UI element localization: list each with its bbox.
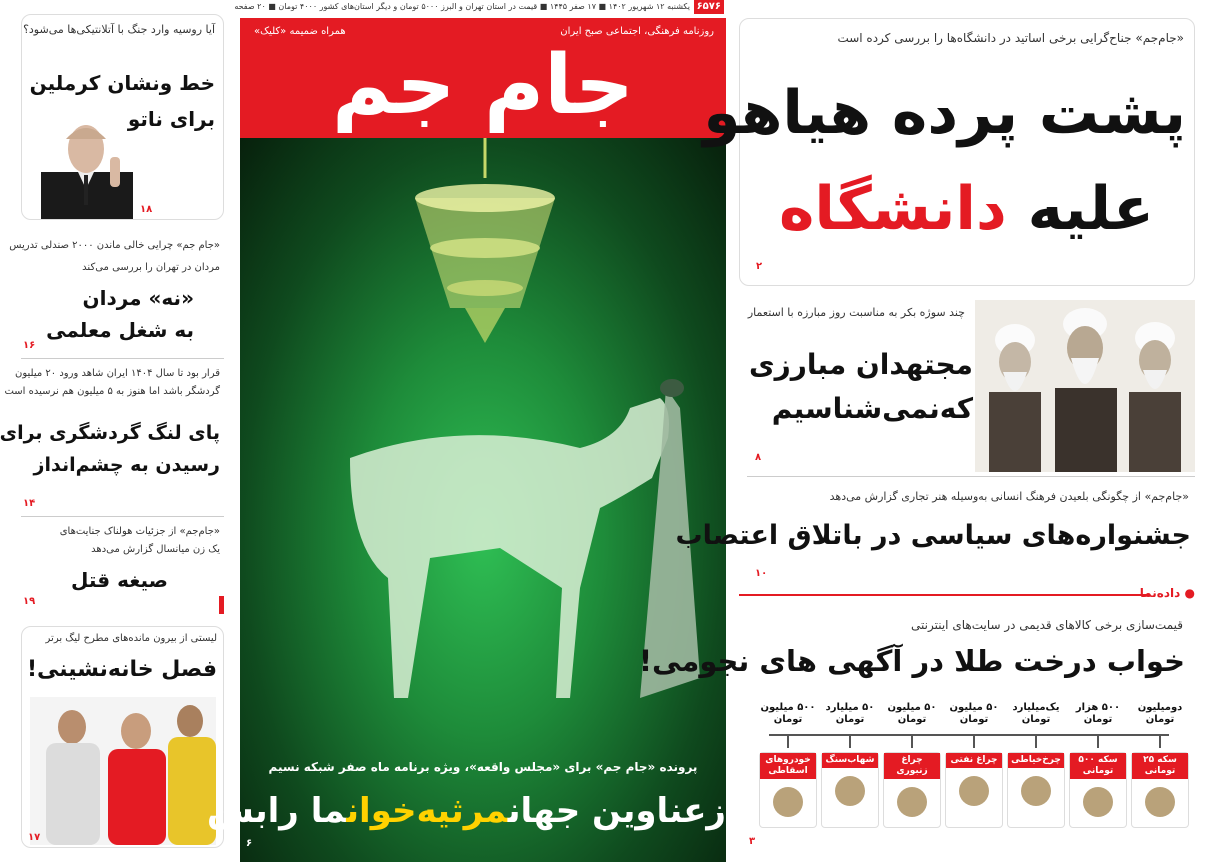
divider	[21, 516, 224, 517]
newspaper-logo: جام جم	[332, 38, 634, 133]
item-card[interactable]	[883, 752, 941, 828]
page-ref: ۱۹	[23, 596, 36, 607]
hero-headline-highlight: مرثیه‌خوان	[346, 791, 508, 831]
section-rule	[739, 594, 1149, 596]
item-label: شهاب‌سنگ	[822, 753, 878, 768]
page-ref: ۲	[756, 261, 763, 272]
issue-number: ۶۵۷۶	[694, 0, 724, 14]
chart-bar-icon: ●	[1184, 586, 1195, 600]
left-story-murder[interactable]	[21, 524, 224, 614]
page-ref: ۸	[755, 452, 762, 463]
story-kicker: «جام جم» چرایی خالی ماندن ۲۰۰۰ صندلی تدریس	[9, 240, 220, 251]
hero-image	[206, 138, 726, 862]
price-label: ۵۰۰ هزار تومان	[1075, 702, 1121, 725]
price-label: دومیلیون تومان	[1137, 702, 1183, 725]
story-kicker: «جام‌جم» از چگونگی بلعیدن فرهنگ انسانی به‌وسیله هنر تجاری گزارش می‌دهد	[829, 490, 1189, 503]
price-label: ۵۰ میلیون تومان	[887, 702, 937, 725]
left-story-football[interactable]	[21, 626, 224, 848]
item-card[interactable]	[759, 752, 817, 828]
story-headline: به شغل معلمی	[46, 318, 194, 342]
item-label: سکه ۲۵ تومانی	[1132, 753, 1188, 779]
item-label: چراغ نفتی	[946, 753, 1002, 768]
newspaper-tagline: روزنامه فرهنگی، اجتماعی صبح ایران	[560, 26, 714, 37]
front-page-center	[206, 0, 726, 862]
chandelier-illustration	[385, 138, 585, 348]
item-label: سکه ۵۰۰ تومانی	[1070, 753, 1126, 779]
left-story-teachers[interactable]	[9, 238, 224, 356]
story-headline: رسیدن به چشم‌انداز	[33, 454, 220, 476]
left-story-tourism[interactable]	[0, 366, 224, 514]
supplement-note: همراه ضمیمه «کلیک»	[254, 26, 346, 37]
headline-highlight: دانشگاه	[778, 174, 1007, 244]
story-kicker: «جام‌جم» از جزئیات هولناک جنایت‌های	[59, 526, 220, 537]
section-name: داده‌نما	[1139, 586, 1181, 600]
story-headline: که‌نمی‌شناسیم	[771, 392, 973, 425]
right-story-prices[interactable]	[638, 584, 1195, 854]
price-label: یک‌میلیارد تومان	[1012, 702, 1060, 725]
item-label: خودروهای اسقاطی	[760, 753, 816, 779]
page-ref: ۱۰	[755, 568, 768, 579]
story-kicker: گردشگر باشد اما هنوز به ۵ میلیون هم نرسیده است	[4, 386, 220, 397]
item-photo	[897, 787, 927, 817]
left-story-putin[interactable]	[21, 14, 224, 220]
hero-headline[interactable]	[206, 786, 726, 836]
story-kicker: «جام‌جم» جناح‌گرایی برخی اساتید در دانشگاه‌ها را بررسی کرده است	[837, 31, 1184, 45]
hero-headline-part: ما رابس	[206, 791, 347, 831]
story-headline: خط ونشان کرملین	[29, 71, 215, 95]
story-kicker: آیا روسیه وارد جنگ با آتلانتیکی‌ها می‌شود؟	[23, 23, 215, 36]
hero-headline-part: زعناوین جهان	[507, 791, 726, 831]
date-price-line: یکشنبه ۱۲ شهریور ۱۴۰۲ ■ ۱۷ صفر ۱۴۴۵ ■ قیمت در استان تهران و البرز ۵۰۰۰ تومان و دیگر استان‌های کشور ۴۰۰۰ تومان ■ ۲۰ صفحه	[234, 2, 690, 11]
divider	[747, 476, 1195, 477]
right-story-university[interactable]	[703, 18, 1195, 286]
price-timeline	[769, 734, 1169, 736]
story-kicker: قرار بود تا سال ۱۴۰۴ ایران شاهد ورود ۲۰ میلیون	[15, 368, 220, 379]
putin-photo	[26, 97, 146, 219]
timeline-tick	[911, 734, 913, 748]
page-ref: ۱۴	[23, 498, 36, 509]
timeline-tick	[1097, 734, 1099, 748]
right-story-clerics[interactable]	[747, 300, 1195, 472]
page-ref: ۳	[749, 836, 756, 847]
page-ref: ۱۸	[140, 204, 153, 215]
story-headline: مجتهدان مبارزی	[748, 348, 973, 381]
item-card[interactable]	[821, 752, 879, 828]
price-label: ۵۰ میلیارد تومان	[825, 702, 875, 725]
item-photo	[1021, 776, 1051, 806]
price-label: ۵۰۰ میلیون تومان	[760, 702, 816, 725]
hero-kicker: پرونده «جام جم» برای «مجلس واقعه»، ویژه برنامه ماه صفر شبکه نسیم	[268, 760, 698, 774]
story-headline: جشنواره‌های سیاسی در باتلاق اعتصاب	[675, 520, 1191, 551]
story-kicker: مردان در تهران را بررسی می‌کند	[82, 262, 220, 273]
footballers-photo	[30, 697, 216, 845]
item-label: چراغ زنبوری	[884, 753, 940, 779]
item-photo	[773, 787, 803, 817]
red-corner	[219, 596, 224, 614]
timeline-tick	[849, 734, 851, 748]
item-card[interactable]	[1069, 752, 1127, 828]
masthead[interactable]	[240, 18, 726, 138]
story-kicker: قیمت‌سازی برخی کالاهای قدیمی در سایت‌های اینترنتی	[911, 618, 1183, 632]
story-headline: صیغه قتل	[71, 568, 168, 592]
story-headline: پای لنگ گردشگری برای	[0, 422, 220, 444]
story-headline: پشت پرده هیاهو	[703, 78, 1186, 148]
right-story-festivals[interactable]	[675, 484, 1195, 580]
timeline-tick	[1159, 734, 1161, 748]
horse-illustration	[280, 378, 700, 708]
item-photo	[1083, 787, 1113, 817]
story-kicker: لیستی از بیرون مانده‌های مطرح لیگ برتر	[45, 633, 217, 644]
item-label: چرخ‌خیاطی	[1008, 753, 1064, 768]
item-card[interactable]	[1007, 752, 1065, 828]
item-photo	[959, 776, 989, 806]
story-headline: فصل خانه‌نشینی!	[27, 657, 217, 682]
timeline-tick	[1035, 734, 1037, 748]
section-label	[1140, 586, 1195, 600]
timeline-tick	[973, 734, 975, 748]
divider	[21, 358, 224, 359]
clerics-photo	[975, 300, 1195, 472]
story-kicker: چند سوژه بکر به مناسبت روز مبارزه با استعمار	[747, 306, 965, 319]
item-photo	[1145, 787, 1175, 817]
page-ref: ۶	[246, 838, 253, 849]
story-headline: برای ناتو	[127, 107, 215, 131]
story-kicker: یک زن میانسال گزارش می‌دهد	[91, 544, 220, 555]
story-headline	[779, 169, 1154, 249]
page-ref: ۱۶	[23, 340, 36, 351]
headline-word: علیه	[1006, 174, 1154, 244]
item-card[interactable]	[1131, 752, 1189, 828]
timeline-tick	[787, 734, 789, 748]
story-headline: خواب درخت طلا در آگهی های نجومی!	[638, 644, 1185, 678]
item-card[interactable]	[945, 752, 1003, 828]
page-ref: ۱۷	[28, 832, 41, 843]
price-label: ۵۰ میلیون تومان	[949, 702, 999, 725]
item-photo	[835, 776, 865, 806]
story-headline: «نه» مردان	[82, 286, 194, 310]
top-info-bar	[234, 0, 726, 18]
